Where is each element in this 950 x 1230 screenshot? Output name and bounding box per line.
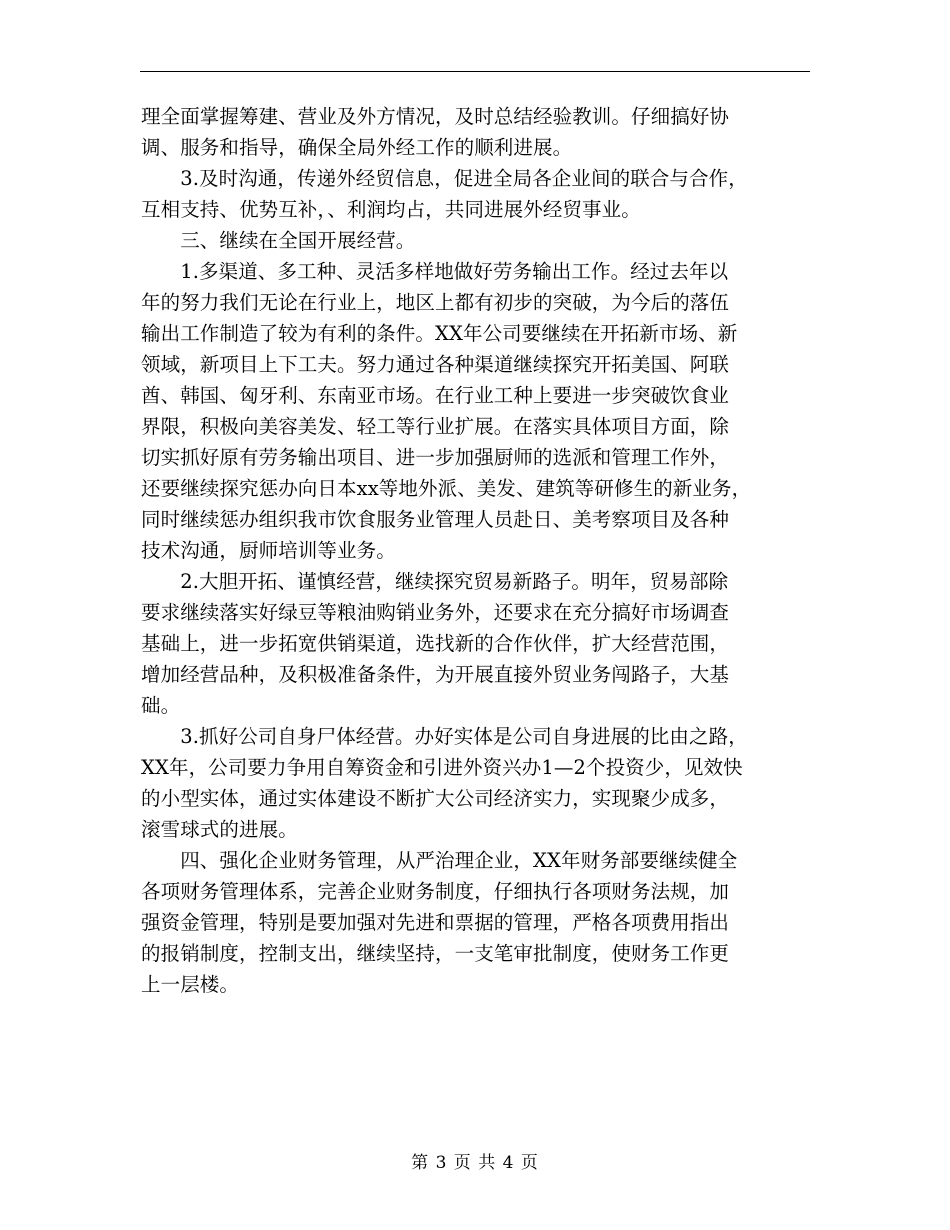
- body-line: 酋、韩国、匈牙利、东南亚市场。在行业工种上要进一步突破饮食业: [141, 384, 730, 407]
- body-line: 理全面掌握筹建、营业及外方情况，及时总结经验教训。仔细搞好协: [141, 105, 730, 128]
- body-line: XX年，公司要力争用自筹资金和引进外资兴办1—2个投资少，见效快: [141, 756, 743, 779]
- body-line: 同时继续惩办组织我市饮食服务业管理人员赴日、美考察项目及各种: [141, 508, 730, 531]
- body-line: 础。: [141, 694, 181, 717]
- body-line: 增加经营品种，及积极准备条件，为开展直接外贸业务闯路子，大基: [141, 663, 730, 686]
- body-line: 技术沟通，厨师培训等业务。: [141, 539, 396, 562]
- body-line: 还要继续探究惩办向日本xx等地外派、美发、建筑等研修生的新业务，: [141, 477, 752, 500]
- section-heading: 三、继续在全国开展经营。: [141, 229, 416, 252]
- body-line: 强资金管理，特别是要加强对先进和票据的管理，严格各项费用指出: [141, 911, 730, 934]
- body-line: 上一层楼。: [141, 973, 240, 996]
- body-line: 1.多渠道、多工种、灵活多样地做好劳务输出工作。经过去年以: [141, 260, 729, 283]
- body-line: 互相支持、优势互补，、利润均占，共同进展外经贸事业。: [141, 198, 641, 221]
- body-line: 滚雪球式的进展。: [141, 818, 298, 841]
- body-line: 要求继续落实好绿豆等粮油购销业务外，还要求在充分搞好市场调查: [141, 601, 730, 624]
- section-heading: 四、强化企业财务管理，从严治理企业，XX年财务部要继续健全: [141, 849, 738, 872]
- body-line: 3.抓好公司自身尸体经营。办好实体是公司自身进展的比由之路，: [141, 725, 748, 748]
- body-line: 输出工作制造了较为有利的条件。XX年公司要继续在开拓新市场、新: [141, 322, 738, 345]
- page-number: 第 3 页 共 4 页: [411, 1153, 539, 1173]
- body-line: 的小型实体，通过实体建设不断扩大公司经济实力，实现聚少成多，: [141, 787, 730, 810]
- body-line: 3.及时沟通，传递外经贸信息，促进全局各企业间的联合与合作，: [141, 167, 748, 190]
- body-line: 各项财务管理体系，完善企业财务制度，仔细执行各项财务法规，加: [141, 880, 730, 903]
- body-line: 调、服务和指导，确保全局外经工作的顺利进展。: [141, 136, 573, 159]
- header-rule: [140, 71, 810, 72]
- body-line: 2.大胆开拓、谨慎经营，继续探究贸易新路子。明年，贸易部除: [141, 570, 729, 593]
- body-line: 基础上，进一步拓宽供销渠道，选找新的合作伙伴，扩大经营范围，: [141, 632, 730, 655]
- body-line: 的报销制度，控制支出，继续坚持，一支笔审批制度，使财务工作更: [141, 942, 730, 965]
- body-line: 切实抓好原有劳务输出项目、进一步加强厨师的选派和管理工作外，: [141, 446, 730, 469]
- body-line: 领域，新项目上下工夫。努力通过各种渠道继续探究开拓美国、阿联: [141, 353, 730, 376]
- body-line: 界限，积极向美容美发、轻工等行业扩展。在落实具体项目方面，除: [141, 415, 730, 438]
- body-line: 年的努力我们无论在行业上，地区上都有初步的突破，为今后的落伍: [141, 291, 730, 314]
- document-body: [141, 101, 811, 1000]
